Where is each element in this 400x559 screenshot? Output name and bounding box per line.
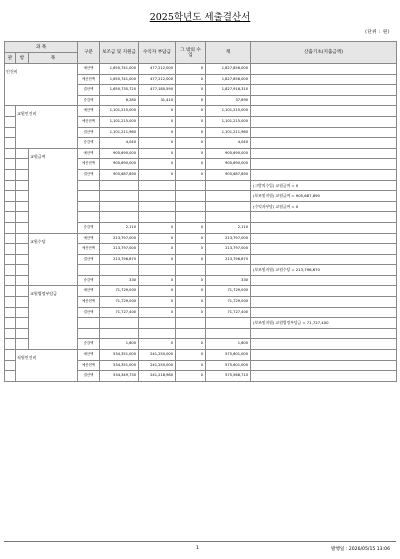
amount-bojeong: 534,351,000 [100, 350, 139, 361]
amount-suikja: 0 [139, 169, 176, 180]
amount-suikja: 0 [139, 138, 176, 149]
row-type: 결산액 [78, 85, 100, 96]
header-geubat: 그 밖의 수 입 [176, 42, 206, 64]
basis-note [251, 350, 397, 361]
amount-bojeong: 534,351,000 [100, 360, 139, 371]
amount-bojeong [100, 328, 139, 339]
empty-cell [16, 212, 29, 223]
row-type [78, 212, 100, 223]
amount-suikja: 0 [139, 116, 176, 127]
amount-geubat: 0 [176, 95, 206, 106]
empty-cell [5, 371, 16, 382]
empty-cell [5, 339, 16, 350]
basis-note [251, 286, 397, 297]
amount-suikja: 0 [139, 297, 176, 308]
amount-total: 4,040 [206, 138, 251, 149]
amount-suikja [139, 201, 176, 212]
basis-note [251, 212, 397, 223]
amount-suikja: 477,212,000 [139, 74, 176, 85]
amount-bojeong: 905,690,000 [100, 159, 139, 170]
empty-cell [5, 307, 16, 318]
row-type: 증감액 [78, 275, 100, 286]
amount-geubat: 0 [176, 233, 206, 244]
amount-geubat: 0 [176, 360, 206, 371]
amount-geubat: 0 [176, 116, 206, 127]
empty-cell [5, 180, 16, 191]
basis-note [251, 371, 397, 382]
basis-note: (그밖의수입) 교원급여 = 0 [251, 180, 397, 191]
basis-note [251, 74, 397, 85]
amount-geubat: 0 [176, 169, 206, 180]
amount-total: 1,827,856,000 [206, 74, 251, 85]
empty-cell [16, 159, 29, 170]
amount-suikja: 0 [139, 254, 176, 265]
amount-suikja: 0 [139, 286, 176, 297]
empty-cell [16, 244, 29, 255]
amount-geubat: 0 [176, 85, 206, 96]
amount-total: 330 [206, 275, 251, 286]
row-type [78, 318, 100, 329]
empty-cell [5, 127, 16, 138]
basis-note [251, 254, 397, 265]
amount-suikja: 0 [139, 106, 176, 117]
table-row [5, 148, 397, 159]
basis-note [251, 64, 397, 75]
amount-suikja [139, 318, 176, 329]
amount-total: 905,690,000 [206, 148, 251, 159]
empty-cell [5, 116, 16, 127]
basis-note [251, 116, 397, 127]
basis-note [251, 159, 397, 170]
amount-bojeong: 71,727,400 [100, 307, 139, 318]
row-type: 증감액 [78, 138, 100, 149]
empty-cell [16, 169, 29, 180]
amount-geubat: 0 [176, 64, 206, 75]
header-bojeong: 보조금 및 지원금 [100, 42, 139, 64]
row-type: 예산현액 [78, 116, 100, 127]
amount-geubat: 0 [176, 350, 206, 361]
category-label: 인건비 [5, 64, 78, 106]
amount-bojeong: 330 [100, 275, 139, 286]
amount-bojeong [100, 318, 139, 329]
amount-suikja [139, 328, 176, 339]
category-label: 교원수당 [29, 233, 78, 286]
amount-total [206, 191, 251, 202]
amount-bojeong [100, 180, 139, 191]
row-type: 결산액 [78, 127, 100, 138]
row-type: 결산액 [78, 371, 100, 382]
empty-cell [5, 360, 16, 371]
empty-cell [5, 191, 16, 202]
amount-suikja: 0 [139, 275, 176, 286]
basis-note [251, 85, 397, 96]
row-type: 예산현액 [78, 74, 100, 85]
amount-total: 1,827,916,310 [206, 85, 251, 96]
empty-cell [5, 222, 16, 233]
amount-total: 1,101,211,960 [206, 127, 251, 138]
printed-date: 발행일 : 2026/05/15 13:06 [331, 547, 390, 552]
empty-cell [16, 275, 29, 286]
amount-bojeong: 534,349,730 [100, 371, 139, 382]
amount-geubat: 0 [176, 339, 206, 350]
basis-note [251, 244, 397, 255]
amount-bojeong: 6,280 [100, 95, 139, 106]
row-type [78, 265, 100, 276]
row-type: 예산현액 [78, 360, 100, 371]
table-row [5, 350, 397, 361]
amount-bojeong: 213,797,000 [100, 233, 139, 244]
amount-suikja: 0 [139, 148, 176, 159]
settlement-table [4, 41, 397, 382]
amount-geubat: 0 [176, 254, 206, 265]
empty-cell [5, 350, 16, 361]
empty-cell [5, 201, 16, 212]
row-type: 예산액 [78, 350, 100, 361]
basis-note [251, 95, 397, 106]
unit-label: (단위 : 원) [365, 30, 390, 35]
empty-cell [16, 180, 29, 191]
amount-geubat [176, 201, 206, 212]
amount-total: 1,101,215,000 [206, 116, 251, 127]
header-mok: 목 [29, 53, 78, 64]
empty-cell [16, 191, 29, 202]
row-type: 예산액 [78, 233, 100, 244]
row-type: 예산현액 [78, 244, 100, 255]
amount-geubat: 0 [176, 106, 206, 117]
row-type: 예산액 [78, 148, 100, 159]
amount-total: 1,600 [206, 339, 251, 350]
amount-bojeong: 2,110 [100, 222, 139, 233]
amount-total: 575,568,710 [206, 371, 251, 382]
basis-note [251, 275, 397, 286]
empty-cell [5, 275, 16, 286]
header-gwan: 관 [5, 53, 16, 64]
empty-cell [16, 339, 29, 350]
amount-bojeong [100, 191, 139, 202]
amount-total: 2,110 [206, 222, 251, 233]
row-type: 결산액 [78, 254, 100, 265]
amount-geubat: 0 [176, 148, 206, 159]
amount-bojeong: 71,729,000 [100, 297, 139, 308]
basis-note [251, 222, 397, 233]
empty-cell [16, 297, 29, 308]
amount-suikja: 0 [139, 233, 176, 244]
amount-geubat: 0 [176, 159, 206, 170]
row-type: 예산현액 [78, 159, 100, 170]
basis-note [251, 328, 397, 339]
amount-suikja [139, 212, 176, 223]
amount-geubat: 0 [176, 74, 206, 85]
amount-bojeong: 213,797,000 [100, 244, 139, 255]
empty-cell [5, 286, 16, 297]
amount-suikja: 0 [139, 159, 176, 170]
header-suikja: 수익자 부담금 [139, 42, 176, 64]
amount-suikja: 0 [139, 307, 176, 318]
empty-cell [5, 138, 16, 149]
amount-total: 213,796,670 [206, 254, 251, 265]
row-type: 증감액 [78, 95, 100, 106]
table-row [5, 233, 397, 244]
amount-total [206, 328, 251, 339]
amount-bojeong: 1,101,211,960 [100, 127, 139, 138]
basis-note: (보조및지원) 교원수당 = 213,796,670 [251, 265, 397, 276]
amount-total [206, 265, 251, 276]
empty-cell [5, 233, 16, 244]
empty-cell [16, 328, 29, 339]
amount-bojeong: 213,796,670 [100, 254, 139, 265]
table-body [5, 64, 397, 382]
basis-note [251, 307, 397, 318]
header-basis: 산출기초(지출금액) [251, 42, 397, 64]
empty-cell [16, 254, 29, 265]
amount-geubat [176, 180, 206, 191]
basis-note: (수익자부담) 교원급여 = 0 [251, 201, 397, 212]
basis-note: (보조및지원) 교원급여 = 905,687,890 [251, 191, 397, 202]
amount-geubat [176, 328, 206, 339]
amount-suikja: 477,212,000 [139, 64, 176, 75]
amount-geubat: 0 [176, 138, 206, 149]
empty-cell [16, 286, 29, 297]
basis-note [251, 148, 397, 159]
amount-total: 213,797,000 [206, 233, 251, 244]
amount-geubat [176, 265, 206, 276]
amount-geubat [176, 212, 206, 223]
row-type: 예산액 [78, 286, 100, 297]
header-hang: 항 [16, 53, 29, 64]
amount-geubat: 0 [176, 307, 206, 318]
empty-cell [5, 254, 16, 265]
amount-total: 1,101,215,000 [206, 106, 251, 117]
amount-suikja: 241,250,000 [139, 360, 176, 371]
empty-cell [5, 297, 16, 308]
row-type: 예산액 [78, 64, 100, 75]
page-number: 1 [196, 546, 199, 551]
amount-suikja: 31,410 [139, 95, 176, 106]
amount-suikja [139, 180, 176, 191]
empty-cell [5, 148, 16, 159]
amount-bojeong: 1,101,215,000 [100, 116, 139, 127]
amount-bojeong: 71,729,000 [100, 286, 139, 297]
basis-note [251, 233, 397, 244]
empty-cell [16, 148, 29, 159]
amount-bojeong: 1,650,741,000 [100, 74, 139, 85]
empty-cell [5, 265, 16, 276]
amount-geubat: 0 [176, 244, 206, 255]
amount-suikja: 241,250,000 [139, 350, 176, 361]
amount-total: 1,827,856,000 [206, 64, 251, 75]
amount-bojeong: 905,690,000 [100, 148, 139, 159]
table-row [5, 106, 397, 117]
empty-cell [16, 201, 29, 212]
amount-suikja: 0 [139, 222, 176, 233]
amount-geubat: 0 [176, 371, 206, 382]
amount-total [206, 318, 251, 329]
row-type [78, 180, 100, 191]
basis-note [251, 127, 397, 138]
table-header [5, 42, 397, 64]
empty-cell [16, 318, 29, 329]
row-type: 예산액 [78, 106, 100, 117]
document-title: 2025학년도 세출결산서 [149, 12, 251, 23]
amount-total: 905,687,890 [206, 169, 251, 180]
empty-cell [16, 307, 29, 318]
amount-bojeong: 1,101,215,000 [100, 106, 139, 117]
amount-suikja [139, 191, 176, 202]
empty-cell [16, 265, 29, 276]
row-type: 증감액 [78, 222, 100, 233]
amount-bojeong [100, 212, 139, 223]
empty-cell [5, 106, 16, 117]
amount-bojeong: 905,687,890 [100, 169, 139, 180]
row-type [78, 191, 100, 202]
amount-geubat [176, 191, 206, 202]
amount-total: 905,690,000 [206, 159, 251, 170]
amount-bojeong: 1,650,735,720 [100, 85, 139, 96]
amount-geubat: 0 [176, 222, 206, 233]
category-label: 교원인건비 [16, 106, 78, 148]
empty-cell [5, 169, 16, 180]
basis-note [251, 360, 397, 371]
row-type: 결산액 [78, 307, 100, 318]
row-type [78, 328, 100, 339]
basis-note [251, 138, 397, 149]
empty-cell [16, 222, 29, 233]
amount-suikja: 241,218,980 [139, 371, 176, 382]
amount-bojeong [100, 265, 139, 276]
amount-total [206, 201, 251, 212]
empty-cell [5, 318, 16, 329]
table-row [5, 286, 397, 297]
amount-total: 37,690 [206, 95, 251, 106]
header-gye: 계 [206, 42, 251, 64]
amount-suikja: 0 [139, 339, 176, 350]
category-label: 교원급여 [29, 148, 78, 233]
header-gwamok: 과 목 [5, 42, 78, 53]
table-row [5, 64, 397, 75]
header-gubun: 구분 [78, 42, 100, 64]
basis-note: (보조및지원) 교원법정부담금 = 71,727,400 [251, 318, 397, 329]
amount-bojeong: 1,650,741,000 [100, 64, 139, 75]
row-type: 결산액 [78, 169, 100, 180]
amount-total: 213,797,000 [206, 244, 251, 255]
amount-suikja: 0 [139, 244, 176, 255]
amount-total: 71,729,000 [206, 297, 251, 308]
amount-bojeong [100, 201, 139, 212]
empty-cell [5, 328, 16, 339]
empty-cell [5, 212, 16, 223]
row-type: 예산현액 [78, 297, 100, 308]
basis-note [251, 169, 397, 180]
amount-geubat: 0 [176, 297, 206, 308]
basis-note [251, 339, 397, 350]
category-label: 직원인건비 [16, 350, 78, 382]
amount-total: 71,727,400 [206, 307, 251, 318]
amount-total: 575,601,000 [206, 350, 251, 361]
amount-suikja: 477,180,590 [139, 85, 176, 96]
amount-bojeong: 4,040 [100, 138, 139, 149]
amount-total: 575,601,000 [206, 360, 251, 371]
amount-bojeong: 1,600 [100, 339, 139, 350]
basis-note [251, 106, 397, 117]
empty-cell [5, 244, 16, 255]
footer-divider [4, 541, 396, 542]
category-label: 교원법정부담금 [29, 286, 78, 350]
row-type: 증감액 [78, 339, 100, 350]
basis-note [251, 297, 397, 308]
empty-cell [5, 159, 16, 170]
amount-geubat [176, 318, 206, 329]
empty-cell [16, 233, 29, 244]
amount-suikja [139, 265, 176, 276]
amount-suikja: 0 [139, 127, 176, 138]
amount-geubat: 0 [176, 275, 206, 286]
amount-geubat: 0 [176, 286, 206, 297]
row-type [78, 201, 100, 212]
amount-total [206, 180, 251, 191]
amount-geubat: 0 [176, 127, 206, 138]
amount-total [206, 212, 251, 223]
amount-total: 71,729,000 [206, 286, 251, 297]
